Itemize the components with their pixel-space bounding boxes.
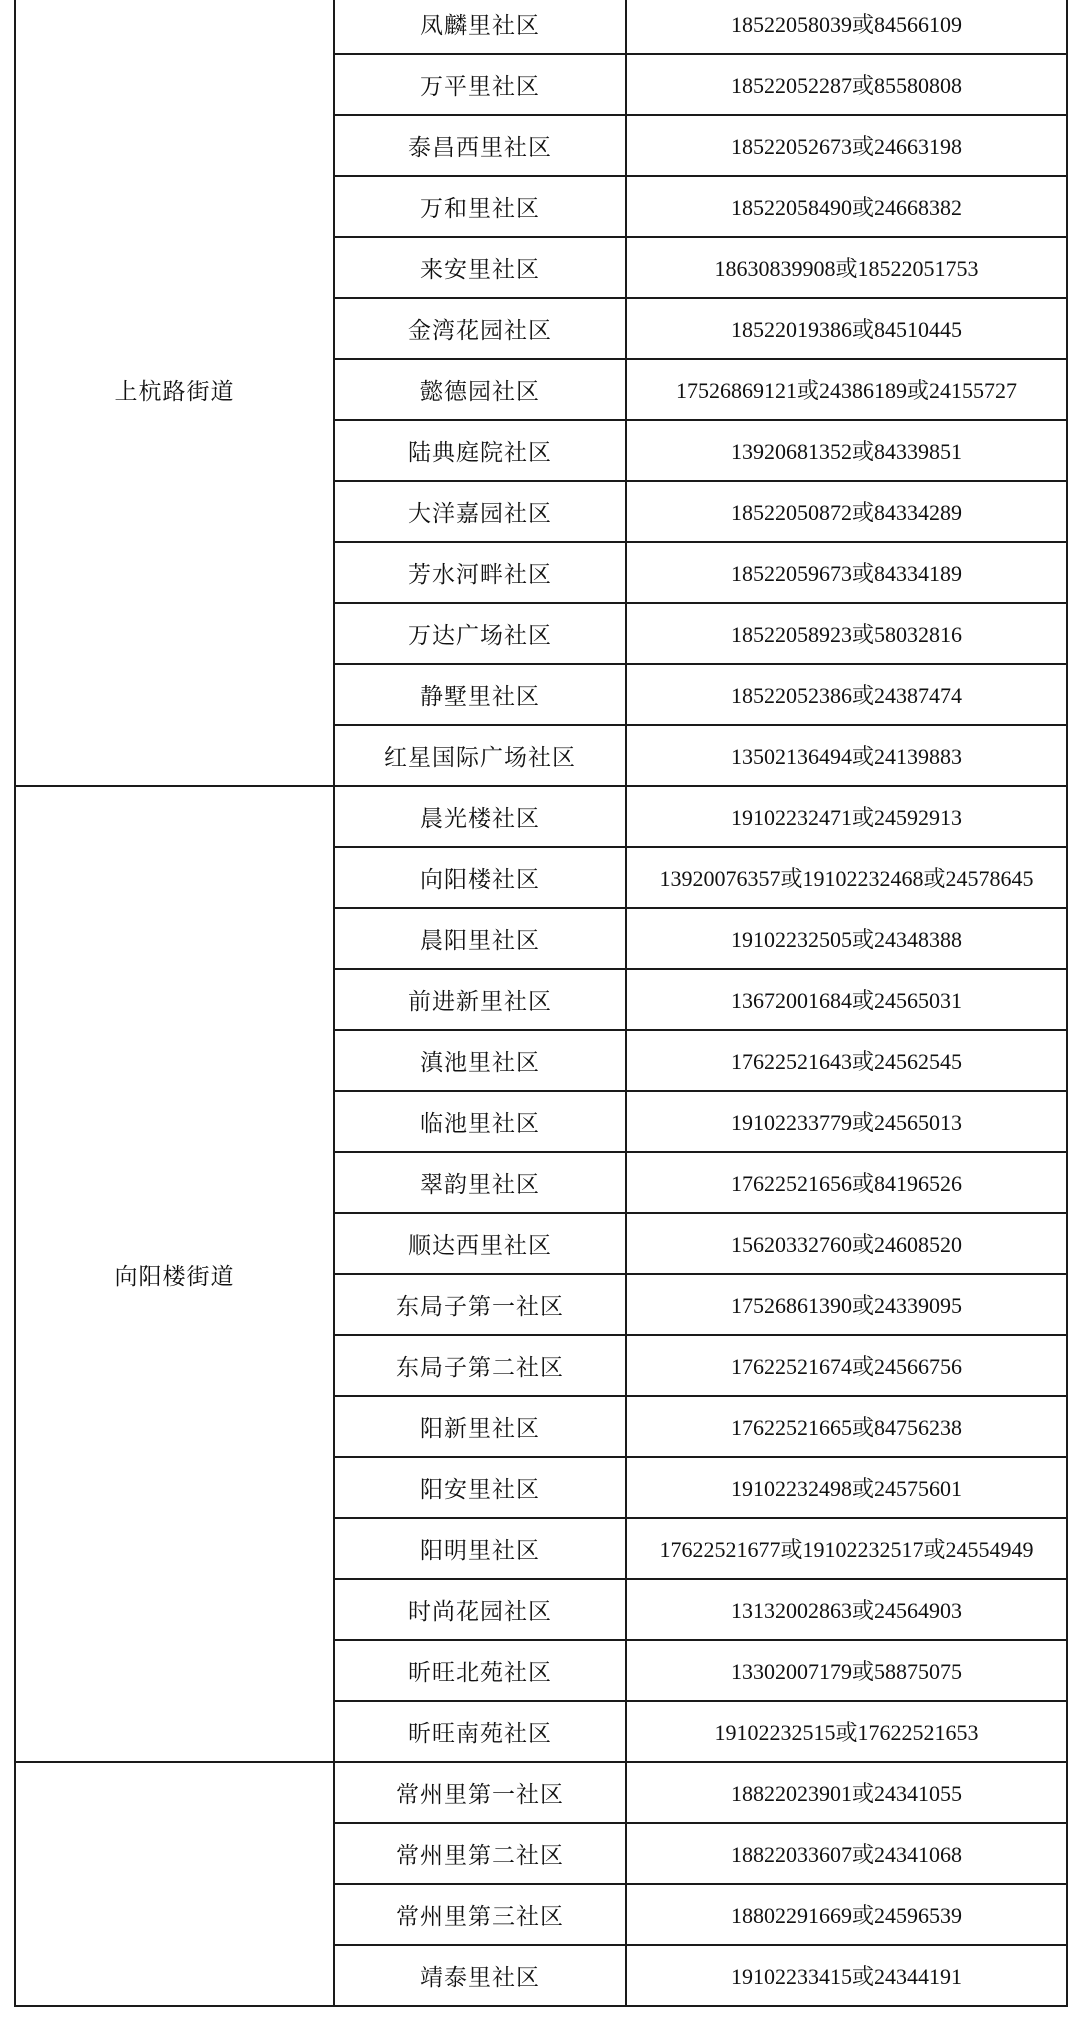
phone-number-cell: 18522052287或85580808	[626, 54, 1067, 115]
street-name-cell: 向阳楼街道	[15, 786, 334, 1762]
phone-number-cell: 19102233415或24344191	[626, 1945, 1067, 2006]
phone-number-cell: 17622521677或19102232517或24554949	[626, 1518, 1067, 1579]
community-name-cell: 阳明里社区	[334, 1518, 626, 1579]
community-name-cell: 晨阳里社区	[334, 908, 626, 969]
community-name-cell: 翠韵里社区	[334, 1152, 626, 1213]
phone-number-cell: 18522052386或24387474	[626, 664, 1067, 725]
community-name-cell: 滇池里社区	[334, 1030, 626, 1091]
phone-number-cell: 17526861390或24339095	[626, 1274, 1067, 1335]
community-name-cell: 金湾花园社区	[334, 298, 626, 359]
community-name-cell: 红星国际广场社区	[334, 725, 626, 786]
phone-number-cell: 18522058039或84566109	[626, 0, 1067, 54]
phone-number-cell: 17622521674或24566756	[626, 1335, 1067, 1396]
table-row	[15, 786, 1067, 847]
phone-number-cell: 18630839908或18522051753	[626, 237, 1067, 298]
phone-number-cell: 19102232471或24592913	[626, 786, 1067, 847]
community-name-cell: 芳水河畔社区	[334, 542, 626, 603]
phone-number-cell: 18822033607或24341068	[626, 1823, 1067, 1884]
phone-number-cell: 17622521665或84756238	[626, 1396, 1067, 1457]
community-name-cell: 懿德园社区	[334, 359, 626, 420]
community-name-cell: 顺达西里社区	[334, 1213, 626, 1274]
phone-number-cell: 18802291669或24596539	[626, 1884, 1067, 1945]
community-name-cell: 阳安里社区	[334, 1457, 626, 1518]
community-name-cell: 阳新里社区	[334, 1396, 626, 1457]
phone-number-cell: 19102233779或24565013	[626, 1091, 1067, 1152]
community-name-cell: 常州里第一社区	[334, 1762, 626, 1823]
phone-number-cell: 18522058923或58032816	[626, 603, 1067, 664]
phone-number-cell: 13502136494或24139883	[626, 725, 1067, 786]
community-name-cell: 东局子第一社区	[334, 1274, 626, 1335]
community-name-cell: 晨光楼社区	[334, 786, 626, 847]
community-name-cell: 静墅里社区	[334, 664, 626, 725]
phone-number-cell: 13672001684或24565031	[626, 969, 1067, 1030]
community-name-cell: 昕旺北苑社区	[334, 1640, 626, 1701]
community-name-cell: 万达广场社区	[334, 603, 626, 664]
phone-number-cell: 18522019386或84510445	[626, 298, 1067, 359]
community-name-cell: 大洋嘉园社区	[334, 481, 626, 542]
phone-number-cell: 17526869121或24386189或24155727	[626, 359, 1067, 420]
community-name-cell: 万和里社区	[334, 176, 626, 237]
phone-number-cell: 13132002863或24564903	[626, 1579, 1067, 1640]
community-name-cell: 常州里第二社区	[334, 1823, 626, 1884]
phone-number-cell: 18822023901或24341055	[626, 1762, 1067, 1823]
community-name-cell: 时尚花园社区	[334, 1579, 626, 1640]
street-name-cell: 上杭路街道	[15, 0, 334, 786]
community-name-cell: 昕旺南苑社区	[334, 1701, 626, 1762]
phone-number-cell: 17622521656或84196526	[626, 1152, 1067, 1213]
community-name-cell: 临池里社区	[334, 1091, 626, 1152]
street-name-cell	[15, 1762, 334, 2006]
phone-number-cell: 13302007179或58875075	[626, 1640, 1067, 1701]
community-name-cell: 东局子第二社区	[334, 1335, 626, 1396]
phone-number-cell: 18522059673或84334189	[626, 542, 1067, 603]
table-body	[15, 0, 1067, 2006]
phone-number-cell: 19102232498或24575601	[626, 1457, 1067, 1518]
community-name-cell: 陆典庭院社区	[334, 420, 626, 481]
table-row	[15, 0, 1067, 54]
community-name-cell: 前进新里社区	[334, 969, 626, 1030]
phone-number-cell: 18522050872或84334289	[626, 481, 1067, 542]
community-name-cell: 泰昌西里社区	[334, 115, 626, 176]
phone-number-cell: 13920076357或19102232468或24578645	[626, 847, 1067, 908]
phone-number-cell: 17622521643或24562545	[626, 1030, 1067, 1091]
community-name-cell: 来安里社区	[334, 237, 626, 298]
community-name-cell: 万平里社区	[334, 54, 626, 115]
phone-number-cell: 18522052673或24663198	[626, 115, 1067, 176]
phone-number-cell: 19102232505或24348388	[626, 908, 1067, 969]
community-name-cell: 靖泰里社区	[334, 1945, 626, 2006]
community-contact-table	[14, 0, 1068, 2007]
phone-number-cell: 15620332760或24608520	[626, 1213, 1067, 1274]
community-name-cell: 常州里第三社区	[334, 1884, 626, 1945]
table-row	[15, 1762, 1067, 1823]
phone-number-cell: 18522058490或24668382	[626, 176, 1067, 237]
community-name-cell: 向阳楼社区	[334, 847, 626, 908]
community-name-cell: 凤麟里社区	[334, 0, 626, 54]
phone-number-cell: 19102232515或17622521653	[626, 1701, 1067, 1762]
phone-number-cell: 13920681352或84339851	[626, 420, 1067, 481]
